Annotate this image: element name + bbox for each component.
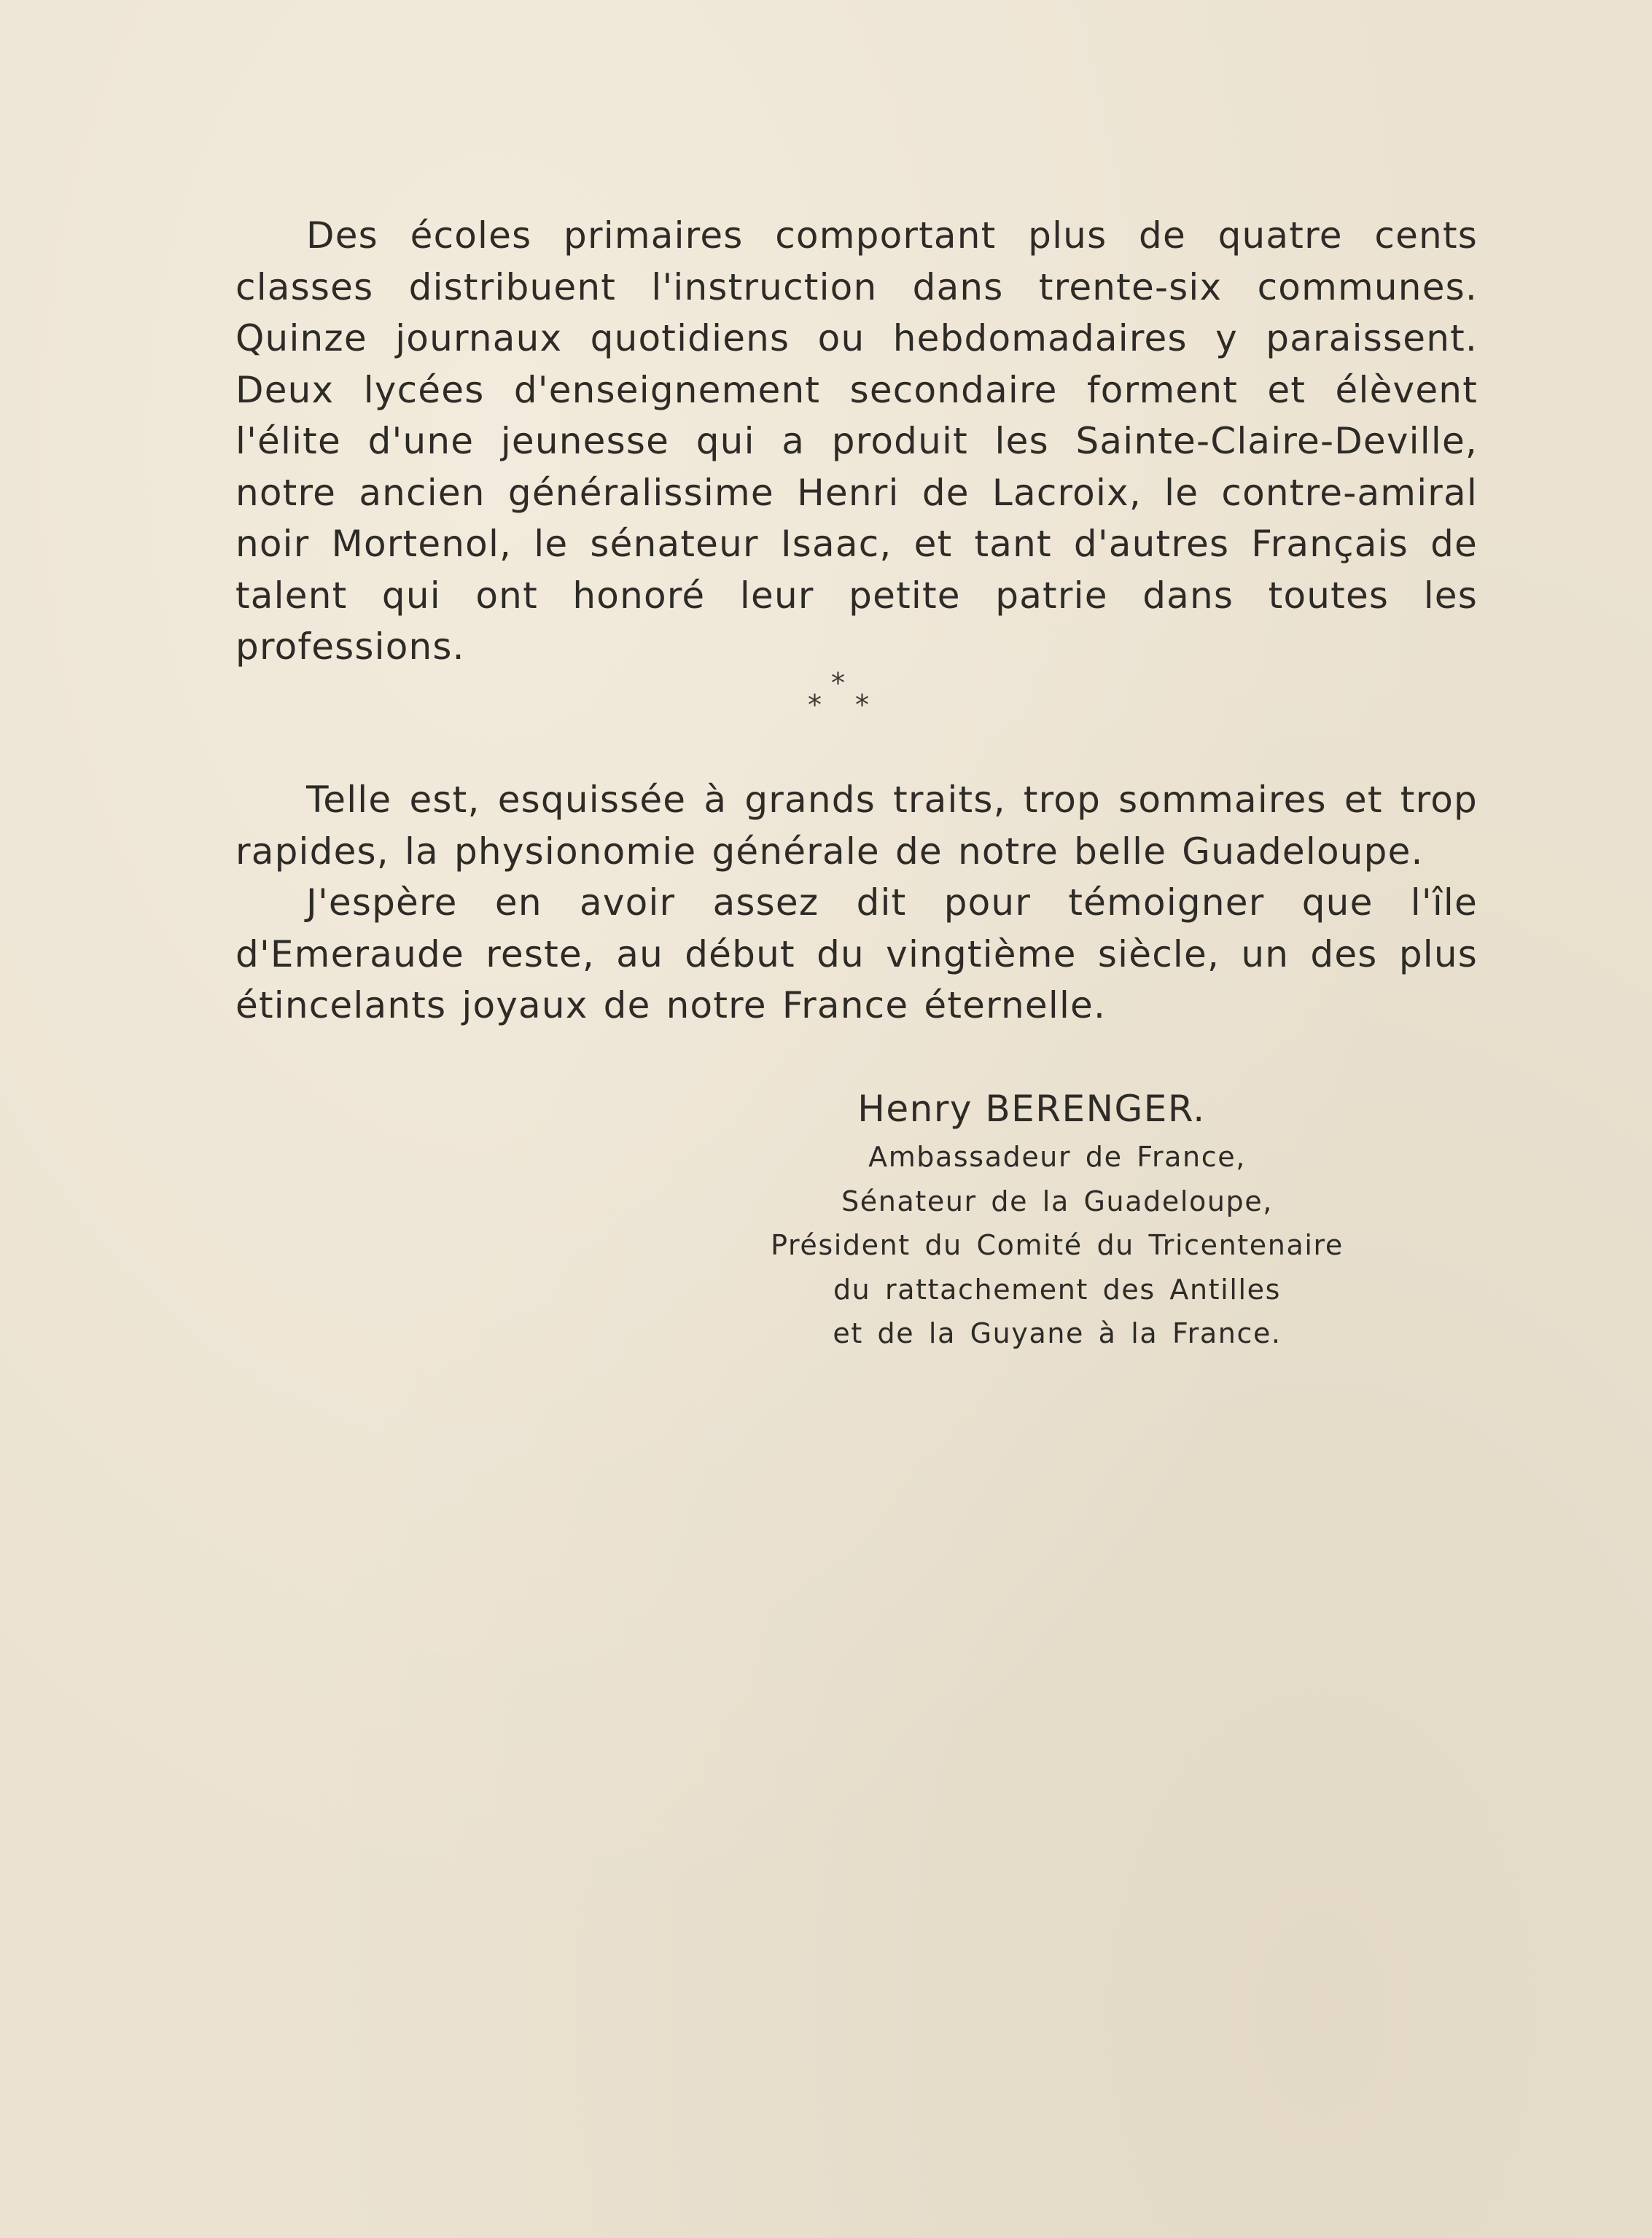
signatory-title: et de la Guyane à la France. (833, 1317, 1282, 1349)
body-text-top (235, 210, 1478, 673)
signatory-name: Henry BERENGER. (857, 1088, 1206, 1130)
asterisk-icon: * (831, 667, 845, 699)
asterism-separator (790, 669, 892, 728)
signatory-title: du rattachement des Antilles (833, 1273, 1282, 1306)
paragraph: Telle est, esquissée à grands traits, trop sommaires et trop rapides, la physionomie générale de notre belle Guadeloupe. (235, 779, 1478, 873)
signatory-title: Ambassadeur de France, (868, 1141, 1246, 1173)
signatory-title: Sénateur de la Guadeloupe, (841, 1185, 1273, 1217)
paragraph: J'espère en avoir assez dit pour témoigner que l'île d'Emeraude reste, au début du vingtième siècle, un des plus étincelants joyaux de notre France éternelle. (235, 881, 1478, 1026)
asterisk-icon: * (808, 689, 822, 721)
asterisk-icon: * (855, 689, 869, 721)
paragraph: Des écoles primaires comportant plus de quatre cents classes distribuent l'instruction dans trente-six communes. Quinze journaux quotidiens ou hebdomadaires y paraissent. Deux lycées d'enseignement secondaire forment et élèvent l'élite d'une jeunesse qui a produit les Sainte-Claire-Deville, notre ancien généralissime Henri de Lacroix, le contre-amiral noir Mortenol, le sénateur Isaac, et tant d'autres Français de talent qui ont honoré leur petite patrie dans toutes les professions. (235, 214, 1478, 668)
body-text-bottom (235, 774, 1478, 1032)
signatory-title: Président du Comité du Tricentenaire (771, 1229, 1344, 1261)
signature-block (714, 1083, 1400, 1356)
